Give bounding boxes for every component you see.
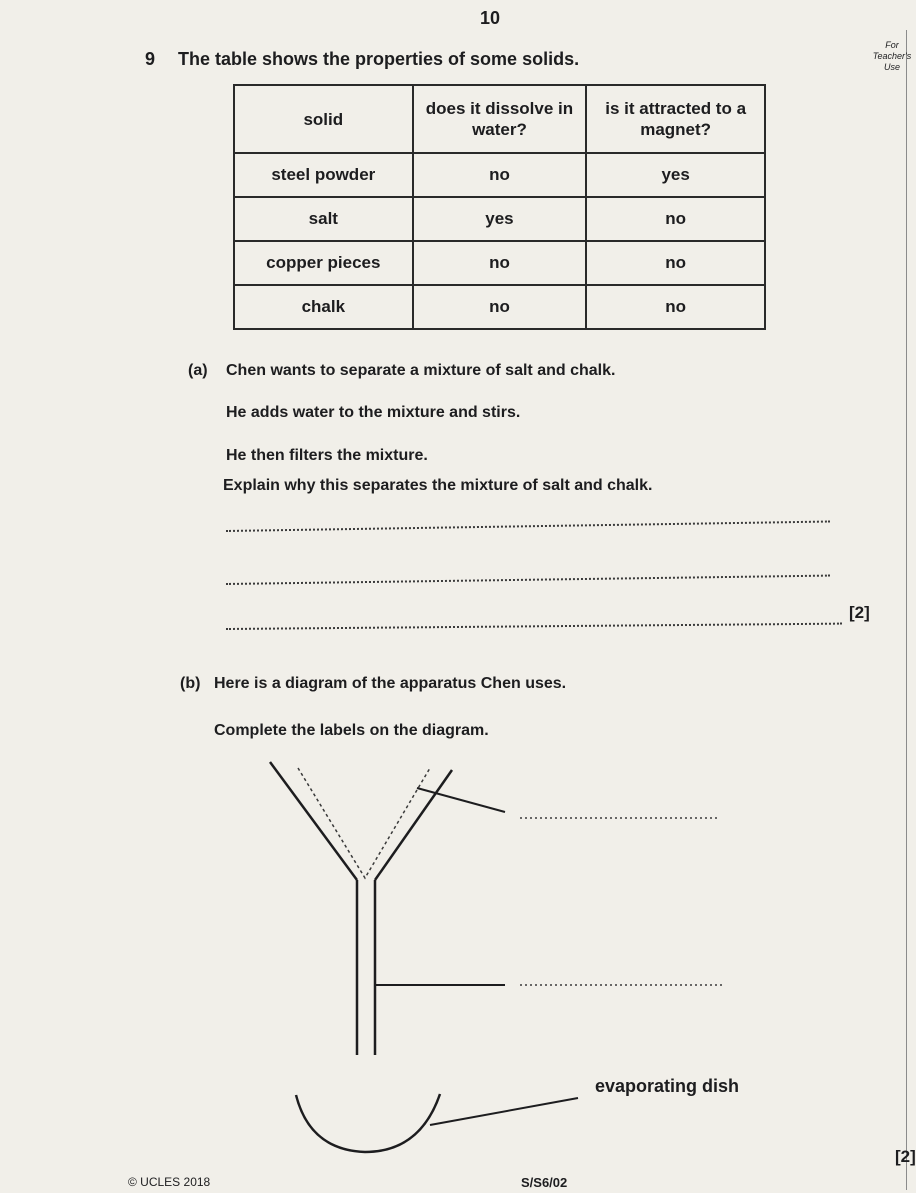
teacher-use-line-3: Use <box>883 62 900 72</box>
part-b-marks: [2] <box>895 1147 916 1166</box>
teacher-use-line-2: Teacher's <box>872 51 912 61</box>
footer-copyright: © UCLES 2018 <box>128 1175 211 1189</box>
part-b-line-1: Here is a diagram of the apparatus Chen uses. <box>214 675 567 692</box>
table-cell: no <box>586 197 765 241</box>
question-number: 9 <box>145 49 156 69</box>
part-a-label: (a) <box>188 362 208 379</box>
table-header-cell: does it dissolve in water? <box>413 85 587 153</box>
part-a-marks: [2] <box>849 603 870 622</box>
table-cell: no <box>413 285 587 329</box>
evaporating-dish-icon <box>296 1094 440 1152</box>
table-cell: steel powder <box>234 153 413 197</box>
part-a-line-2: He adds water to the mixture and stirs. <box>226 404 521 421</box>
part-a-line-3: He then filters the mixture. <box>226 447 428 464</box>
table-header-cell: solid <box>234 85 413 153</box>
table-cell: no <box>413 241 587 285</box>
table-cell: yes <box>586 153 765 197</box>
table-header-cell: is it attracted to a magnet? <box>586 85 765 153</box>
table-cell: copper pieces <box>234 241 413 285</box>
table-cell: salt <box>234 197 413 241</box>
table-cell: chalk <box>234 285 413 329</box>
label-pointer-line <box>430 1098 578 1125</box>
part-b-line-2: Complete the labels on the diagram. <box>214 722 489 739</box>
footer-code: S/S6/02 <box>521 1175 568 1190</box>
part-b-label: (b) <box>180 675 201 692</box>
table-cell: yes <box>413 197 587 241</box>
part-a-line-4: Explain why this separates the mixture of salt and chalk. <box>223 477 653 494</box>
funnel-icon <box>270 762 452 1055</box>
page-number: 10 <box>480 8 501 28</box>
part-a-line-1: Chen wants to separate a mixture of salt and chalk. <box>226 362 616 379</box>
table-cell: no <box>586 241 765 285</box>
table-cell: no <box>413 153 587 197</box>
table-cell: no <box>586 285 765 329</box>
teacher-use-line-1: For <box>885 40 899 50</box>
diagram-label-evaporating-dish: evaporating dish <box>595 1076 740 1096</box>
filter-paper-icon <box>298 768 430 878</box>
question-intro: The table shows the properties of some solids. <box>178 49 580 69</box>
